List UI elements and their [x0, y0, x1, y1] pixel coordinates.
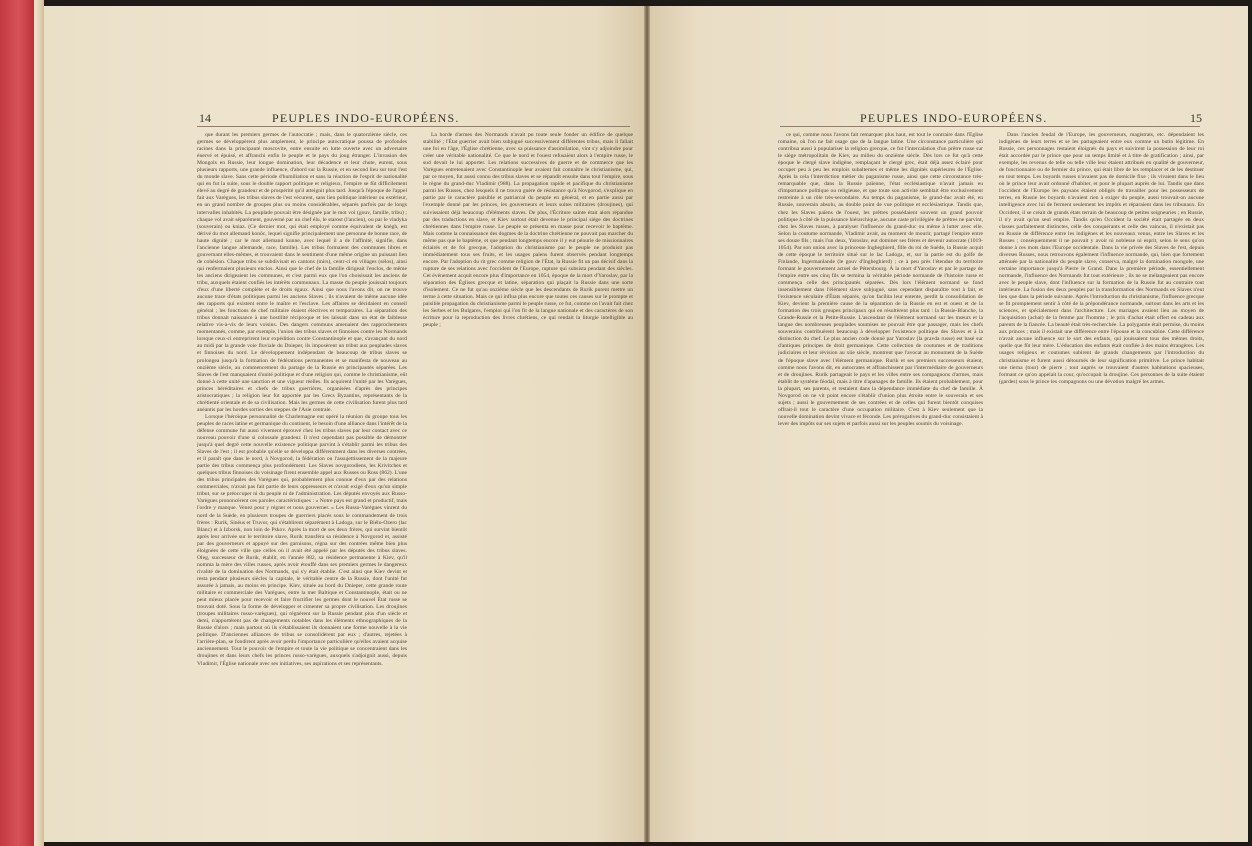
page-number: 14	[199, 111, 211, 125]
header-rule	[197, 126, 630, 127]
text-column-left	[197, 132, 407, 822]
paragraph: La horde d'armes des Normands n'avait pu toute seule fonder un édifice de quelque stabilité ; l'État guerrier avait bien subjugué successivement différentes tribus, mais il fallait une foi en l'âge, l'Église chrétienne, avec sa puissance d'assimilation, vint s'y adjoindre pour créer une véritable nationalité. Ce que le nord et l'ouest refusaient alors à l'empire russe, le sud devait le lui apporter. Les relations successives de guerre et de commerce que les Varègues entretenaient avec Constantinople leur avaient fait connaître le christianisme, qui, par ce moyen, fut aussi connu des tribus slaves et se répandit ensuite dans tout l'empire, sous le règne du grand-duc Vladimir (988). La propagation rapide et pacifique du christianisme parmi les Russes, chez lesquels il ne trouva guère de résistance qu'à Novgorod, s'explique en partie par le caractère paisible et patriarcal du peuple en général, et en partie aussi par l'exemple donné par les princes, les gouverneurs et leurs suites militaires (droujines), qui suivissaient déjà beaucoup d'éléments slaves. De plus, l'Écriture sainte était alors répandue par des traductions en slave, et Kiev surtout était devenue le principal siège des doctrines chrétiennes dans l'empire russe. Le peuple se présenta en masse pour recevoir le baptême. Mais comme la connaissance des dogmes de la doctrine chrétienne ne pouvait pas marcher du même pas que le baptême, et que pendant longtemps encore il y eut pénurie de missionnaires éclairés et de foi grecque, l'adoption du christianisme par le peuple ne produisit pas immédiatement tous ses fruits, et les usages païens furent observés pendant longtemps encore. Par l'adoption du rit grec comme religion de l'État, la Russie fit un pas décisif dans la rupture de ses relations avec l'occident de l'Europe, rupture qui subsista pendant des siècles. Cet événement acquit encore plus d'importance en 1054, époque de la mort d'Yaroslav, par la séparation des Églises grecque et latine, séparation qui plaçait la Russie dans une sorte d'isolement. Ce ne fut qu'au onzième siècle que les descendants de Rurik purent mettre un terme à cette situation. Mais ce qui influa plus encore que toutes ces causes sur le prompte et paisible propagation du christianisme parmi le peuple russe, ce fut, comme on l'avait fait chez les Serbes et les Bulgares, l'emploi qui l'on fit de la langue nationale et des caractères de son écriture pour la reproduction des livres chrétiens, ce qui rendait la liturgie intelligible au peuple ;	[423, 132, 633, 329]
text-columns	[778, 132, 1204, 822]
right-page	[650, 6, 1248, 842]
paragraph: ce qui, comme nous l'avons fait remarquer plus haut, est tout le contraire dans l'Église romaine, où l'on ne fait usage que de la langue latine. Une circonstance particulière qui contribua aussi à populariser la religion grecque, ce fut l'intercalation d'un prêtre russe sur le siège métropolitain de Kiev, au milieu du onzième siècle. Dès lors ce fut qu'à cette époque le clergé slave indigène, remplaçant le clergé grec, était déjà assez éclairé pour occuper peu à peu les emplois subalternes et même les dignités supérieures de l'Église. Après la cela l'interdiction métier du paganisme russe, ainsi que cette circonstance très-remarquable que, dans la Russie païenne, l'état ecclésiastique n'avait jamais eu d'importance politique ou religieuse, et que toute son activité semblait être exclusivement restreinte à un rôle très-secondaire. Au temps du paganisme, le grand-duc avait été, en Russie, souverain absolu, au double point de vue politique et ecclésiastique. Tandis que, chez les Slaves païens de l'ouest, les prêtres possédaient souvent un grand pouvoir politique à côté de la puissance hiérarchique, aucune caste privilégiée de prêtres ne parvint, chez les Slaves russes, à paralyser l'influence du grand-duc ou même à lutter avec elle. Selon la coutume normande, Vladimir avait, au moment de mourir, partagé l'empire entre ses douze fils ; mais l'un deux, Yaroslav, eut dominer ses frères et devenir autocrate (1019-1054). Par son union avec la princesse Ingheghierd, fille du roi de Suède, la Russie acquit de cette époque le territoire situé sur le lac Ladoga, et, sur la partie est du golfe de Finlande, Ingermanlande (le gouv d'Ingheghierd) ; ce à peu près l'étendue du territoire formant le gouvernement actuel de Pétersbourg. À la mort d'Yaroslav et par le partage de l'empire entre ses cinq fils se termina la véritable période normande de l'histoire russe et commença celle des principautés séparées. Dès lors l'élément normand se fond insensiblement dans l'élément slave subjugué, sans cependant disparaître tout à fait, et l'existence séculaire d'États séparés, qu'on facilita leur entente, perdit la consolidation de Kiev, devient la première cause de la séparation de la Russie en est et ouest et de la formation des trois groupes principaux qui en résultèrent plus tard : la Russie-Blanche, la Grande-Russie et la Petite-Russie. L'ascendant de l'élément normand sur les mœurs et la langue des nombreuses peuplades soumises ne pouvait être que passager, mais les chefs souverains contribuèrent beaucoup à développer l'existence politique des Slaves et à la distinction du chef. Le plus ancien code donné par Yaroslav (la pravda russe) est basé sur d'antiques principes de droit germanique. Cette collection de coutumes et de traditions judiciaires et leur révision au xiie siècle, montrent que l'avocat au monument de la Suède de l'époque slave avec l'élément germanique. Rurik et ses premiers successeurs étaient, comme nous l'avons dit, en autocrates et affranchissent par l'intermédiaire de gouverneurs et de droujines. Rurik partageait le pays et les villes entre ses compagnons d'armes, mais établit de système féodal, mais à titre d'apanages de famille. Ils étaient probablement, pour la plupart, ses parents, et restaient dans la dépendance immédiate du chef de famille. À Novgorod on ne vit point encore s'établir d'union plus étroite entre le souverain et ses sujets ; aussi le gouvernement de ses contrées et de celles qui furent bientôt conquises offrait-il tout le caractère d'une occupation militaire. C'est à Kiev seulement que la nouvelle domination devint vivace et féconde. Les prérogatives du grand-duc consistaient à lever des impôts sur ses sujets et parfois aussi sur les peuples soumis du voisinage.	[778, 132, 983, 427]
page-number: 15	[1190, 111, 1202, 125]
running-head: PEUPLES INDO-EUROPÉENS.	[272, 111, 460, 125]
paragraph: que durant les premiers germes de l'autocratie ; mais, dans le quatorzième siècle, ces germes se développèrent plus amplement, le principe autocratique poussa de profondes racines dans la principauté moscovite, entre ensuite en lutte ouverte avec un adversaire énervé et épuisé, et affranchi enfin le peuple et le pays du joug étranger. L'invasion des Mongols en Russie, leur longue domination, leur décadence et leur chute, eurent, sous plusieurs rapports, une grande influence, d'abord sur la Russie, et en second lieu sur tout l'est du monde slave. Sans cette période d'humiliation et sans la réaction de l'esprit de nationalité qui en fut la suite, sous le double rapport politique et religieux, l'empire se fût difficilement élevé au degré de grandeur et de prospérité qu'il atteignit plus tard. Jusqu'à l'époque de l'appel fait aux Varègues, les tribus slaves de l'est vécurent, sans lien politique intérieur ou extérieur, en un grand nombre de groupes plus ou moins considérables, séparés parfois par de longs intervalles inhabités. La peuplade pouvait être désignée par le mot vol (gouv, famille, tribu) ; chaque vol avait séparément, gouverné par un chef élu, le starost (l'ancien), ou par le vladyka (souverain) ou kniaz. (Ce dernier mot, qui était employé comme équivalent de knègh, est dérivé du mot allemand konôc, lequel signifie principalement une personne de bonne race, de haute dignité ; car le mot allemand kunne, avec lequel il a de l'affinité, signifie, dans l'ancienne langue allemande, race, famille). Les tribus formaient des communes libres et gouvernant elles-mêmes, et trouvaient dans le sentiment d'une même origine un puissant lien de cohésion. Chaque tribu se subdivisait en cantons (mirs), centr-ci en villages (sélos), ainsi qui renfermaient plusieurs enclos. Ainsi que le chef de la famille dirigeait l'enclos, de même les anciens dirigeaient les communes, et c'est parmi eux que l'on choisissait les anciens de tribu, auxquels étaient confiés les intérêts communaux. La masse du peuple jouissait toujours d'eux d'une liberté complète et de droits égaux. Ainsi que nous l'avons dit, on ne trouve aucune trace d'états politiques parmi les anciens Slaves ; ils n'avaient de même aucune idée des rapports qui existent entre le maître et l'esclave. Les affaires se décidaient en conseil général ; les fonctions de chef militaire étaient électives et temporaires. La séparation des tribus donnait naissance à une hostilité réciproque et les laissait dans un état de faiblesse relative vis-à-vis de leurs voisins. Des dangers communs amenaient des rapprochements momentanés, comme, par exemple, l'union des tribus slaves et finnoises contre les Normands lorsque ceux-ci entreprirent leur expédition contre Constantinople et que, s'avançant du nord au midi par la grande voie fluviale du Dnieper, ils imposèrent un tribut aux peuplades slaves et finnoises du nord. Le développement indépendant de beaucoup de tribus slaves se prolongea jusqu'à la formation de fédérations permanentes et se manifesta de nouveau au onzième siècle, au commencement du partage de la Russie en principautés séparées. Les Slaves de l'est manquaient d'unité politique et d'une religion qui, comme le christianisme, eût donné à cette unité une sanction et une vigueur réelles. Ils acquirent l'unité par les Varègues, princes héréditaires et chefs de tribus guerrières, organisées d'après des principes aristocratiques ; la religion leur fut apportée par les Grecs Byzantins, représentants de la chrétienté orientale et de sa civilisation. Mais les germes de cette civilisation furent plus tard anéantis par les hordes sorties des steppes de l'Asie centrale.	[197, 132, 407, 413]
book-cover-edge	[0, 0, 34, 846]
text-columns	[197, 132, 633, 822]
left-page	[44, 6, 644, 842]
paragraph: Dans l'ancien feudal de l'Europe, les gouverneurs, magistrats, etc. dépendaient les indigènes de leurs terres et se les partageaient entre eux comme un butin légitime. En Russie, ces personnages restaient éloignés du pays et suivirent la possession de leur roi était accordée par le prince que pour un temps limité et à titre de gratification ; ainsi, par exemple, les revenus de telle ou telle ville leur étaient attribués en qualité de gouverneur, de fonctionnaire ou de fermier du prince, qui était libre de les remplacer et de les destituer en tout temps. Les boyards russes n'avaient pas de domicile fixe ; ils vivaient dans le lieu où le prince leur avait ordonné d'habiter, et pour le plupart auprès de lui. Tandis que dans l'occident de l'Europe les paysans étaient obligés de travailler pour les possesseurs de terres, en Russie les boyards n'avaient rien à exiger du peuple, aussi trouvait-on aucune intelligence avec lui de ferment seulement les impôts et réparaient dans les tribunaux. En Occident, il se créait de grands états terrain de beaucoup de petites seigneuries ; en Russie, il n'y avait qu'un seul empire. Tandis qu'en Occident la société était partagée en deux classes parfaitement distinctes, celle des conquérants et celle des vaincus, il n'existait pas en Russie de différence entre les indigènes et les nouveaux venus, entre les Slaves et les Russes ; conséquemment il ne pouvait y avoir ni noblesse ni esprit, selon le sens qu'on donne à ces mots dans l'Europe occidentale. Dans la vie privée des Slaves de l'est, depuis diverses Russes, nous retrouvons également l'influence normande, qui, bien que fortement atténuée par la nationalité du peuple slave, conserva, malgré la domination mongole, une certaine importance jusqu'à Pierre le Grand. Dans la première période, essentiellement normande, l'influence des Normands fut tout extérieure ; ils ne se mélangeaient pas encore avec le peuple slave, dont l'influence sur la formation de la Russie fut au contraire tout intérieure. La fusion des deux peuples par la transformation des Normands en Slaves n'eut lieu que dans la période suivante. Après l'introduction du christianisme, l'influence grecque se fit promptement sentir à côté de la prépondérance normande, surtout dans les arts et les sciences, et spécialement dans l'architecture. Les mariages avaient lieu au moyen de l'acquisition (achat) de la femme par l'homme ; le prix d'achat était offert en cadeau aux parents de la fiancée. La beauté était très-recherchée. La polygamie était permise, du moins aux princes ; mais il existait une différence entre l'épouse et la concubine. Cette différence n'avait aucune influence sur le sort des enfants, qui jouissaient tous des mêmes droits, quelle que fût leur mère. L'éducation des enfants était confiée à des mains étrangères. Les usages religieux et coutumes subirent de grands changements par l'introduction du christianisme et furent aussi détournés de leur signification primitive. Le prince habitait une tierna (tour) de pierre ; tout auprès se trouvaient d'autres habitations spacieuses, formant ce qu'on appelait la cour, qu'occupait la droujine. Ces personnes de la suite étaient (gardes) sous le prince les compagnons ou une dévotion malgré les armes.	[999, 132, 1204, 385]
running-head: PEUPLES INDO-EUROPÉENS.	[860, 111, 1048, 125]
text-column-left	[778, 132, 983, 822]
text-column-right	[423, 132, 633, 822]
page-edges	[34, 0, 44, 846]
text-column-right	[999, 132, 1204, 822]
header-rule	[780, 126, 1200, 127]
paragraph: Lorsque l'héroïque personnalité de Charlemagne eut opéré la réunion du groupe tous les peuples de races latine et germanique du continent, le besoin d'une alliance dans l'intérêt de la défense commune fut aussi vivement éprouvé chez les tribus slaves par leur contact avec ce nouveau pouvoir d'une si colossale grandeur. Il n'est cependant pas possible de démontrer jusqu'à quel degré cette nouvelle existence politique parvint à s'établir parmi les tribus des Slaves de l'est ; il est probable qu'elle se développa différemment dans les diverses contrées, et il paraît que dans le nord, à Novgorod, la fédération ou l'assujettissement de la majeure partie des tribus commença plus profondément. Les Slaves novgorodiens, les Krivitches et quelques tribus finnoises du voisinage firent ensemble appel aux Russes ou Ross (862). L'une des tribus principales des Varègues qui, probablement plus connue d'eux par des relations commerciales, n'avait pas fait partie de leurs oppresseurs et n'avait exigé d'eux qu'un simple tribut, sur se préoccuper ni du peuple ni de l'administration. Les députés envoyés aux Russo-Varègues prononcèrent ces paroles caractéristiques : « Notre pays est grand et productif, mais l'ordre y manque. Venez pour y régner et nous gouverner. » Les Russo-Varègues vinrent du nord de la Suède, en plusieurs troupes de guerriers placés sous le commandement de trois frères : Rurik, Sinéus et Truvor, qui s'établirent séparément à Ladoga, sur le Biélo-Ozero (lac Blanc) et à Izborsk, non loin de Pskov. Après la mort de ses deux frères, qui survint bientôt après leur arrivée sur le territoire slave, Rurik transféra sa résidence à Novgorod et, assisté par des gouverneurs et appuyé sur des garnisons, régna sur des contrées même bien plus éloignées de cette ville que celles où il avait été appelé par les députés des tribus slaves. Oleg, successeur de Rurik, établit, en l'année 882, sa résidence permanente à Kiev, qu'il nomma la mère des villes russes, après avoir étouffé dans ses premiers germes le dangereux rivalité de la domination des Normands, qui s'y était établie. C'est ainsi que Kiev devint et resta pendant plusieurs siècles la capitale, le véritable centre de la Russie, dont l'unité fut assurée à jamais, au moins en principe. Kiev, située au bord du Dnieper, cette grande route militaire et commerciale des Varègues, entre la mer Baltique et Constantinople, était ou ne peut mieux placée pour recevoir et faire fructifier les germes dont le nouvel État russe se trouvait doté. Sous la forme de développer et cimenter sa propre civilisation. Les droujines (troupes militaires russo-varègues), qui régnèrent sur la Russie pendant plus d'un siècle et demi, n'apportèrent pas de changements notables dans les éléments ethnographiques de la Russie d'alors ; mais partout où ils s'établissaient ils donnaient une forme nouvelle à la vie politique. D'anciennes alliances de tribus se consolidèrent par eux ; d'autres, rejetées à l'arrière-plan, se fondirent après avoir perdu l'importance particulière qu'elles avaient acquise anciennement. Tout le pouvoir de l'empire et toute la vie politique se concentraient dans les droujines et dans leurs chefs les princes russo-varègues, auxquels s'adjoignit aussi, depuis Vladimir, l'Église nationale avec ses initiatives, ses aspirations et ses représentants.	[197, 413, 407, 667]
